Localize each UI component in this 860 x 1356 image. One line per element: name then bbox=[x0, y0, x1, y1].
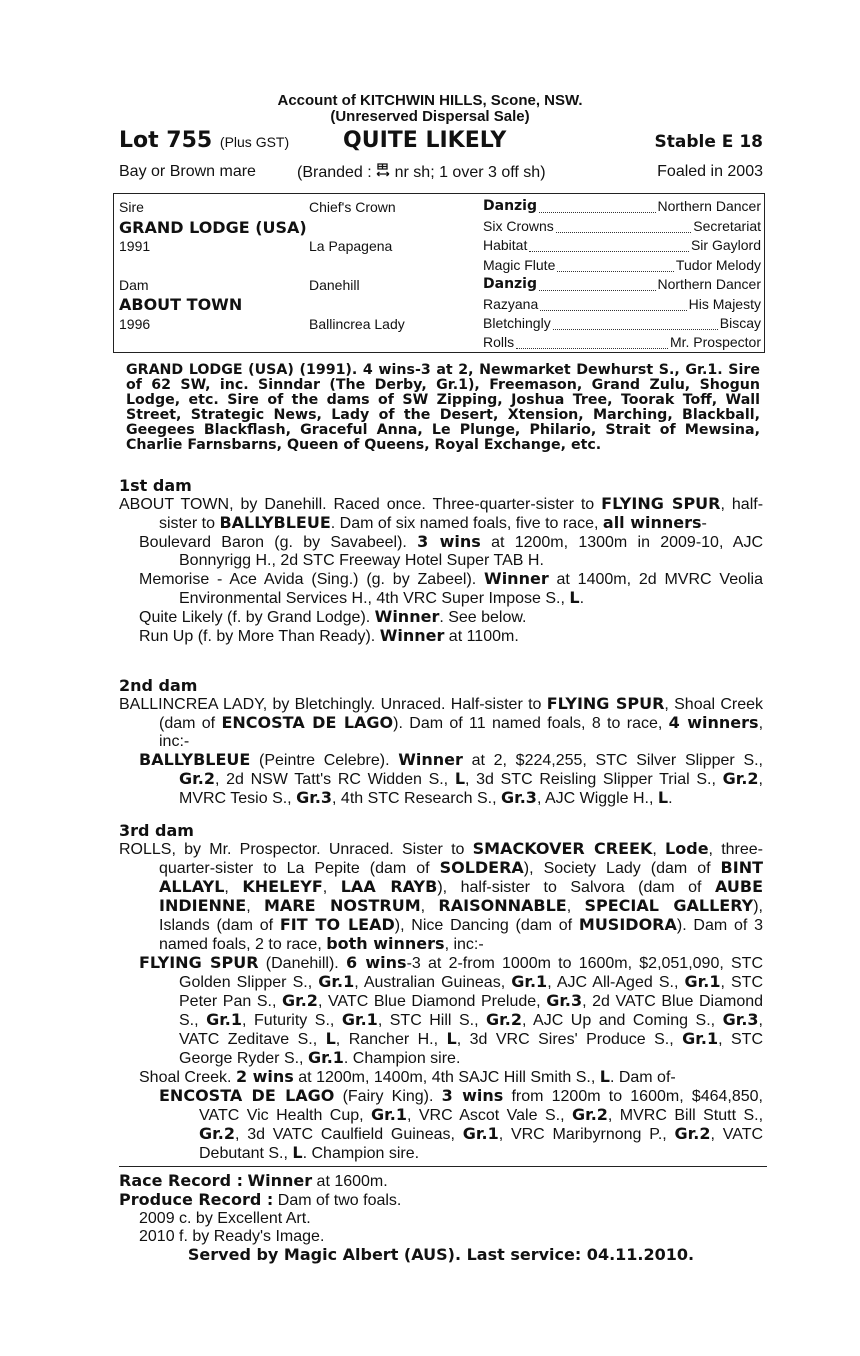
progeny-entry: BALLYBLEUE (Peintre Celebre). Winner at 2, $224,255, STC Silver Slipper S., Gr.2, 2d NSW Tatt's RC Widden S., L, 3d STC Reisling Slipper Trial S., Gr.2, MVRC Tesio S., Gr.3, 4th STC Research S., Gr.3, AJC Wiggle H., L. bbox=[139, 750, 763, 807]
pedigree-row bbox=[483, 218, 761, 237]
ancestor-left: Magic Flute bbox=[483, 257, 556, 273]
horse-name: QUITE LIKELY bbox=[343, 128, 507, 153]
third-dam-heading: 3rd dam bbox=[119, 821, 194, 840]
pedigree-table bbox=[113, 193, 765, 353]
second-dam-text: BALLINCREA LADY, by Bletchingly. Unraced. Half-sister to FLYING SPUR, Shoal Creek (dam of ENCOSTA DE LAGO). Dam of 11 named foals, 8 to race, 4 winners, inc:- bbox=[119, 694, 764, 750]
ancestor-right: Northern Dancer bbox=[657, 198, 761, 214]
progeny-entry: Quite Likely (f. by Grand Lodge). Winner. See below. bbox=[139, 607, 527, 626]
lot-title-row bbox=[119, 128, 763, 158]
sire-name: GRAND LODGE (USA) bbox=[119, 218, 307, 237]
ancestor-left: Razyana bbox=[483, 296, 539, 312]
ancestor-left: Rolls bbox=[483, 334, 515, 350]
ancestor-left: Danzig bbox=[483, 198, 538, 214]
pedigree-row bbox=[483, 296, 761, 315]
pedigree-row bbox=[483, 276, 761, 295]
ancestor-left: Habitat bbox=[483, 237, 528, 253]
sale-type-line: (Unreserved Dispersal Sale) bbox=[330, 108, 530, 125]
third-dam-text: ROLLS, by Mr. Prospector. Unraced. Sister to SMACKOVER CREEK, Lode, three-quarter-sister to La Pepite (dam of SOLDERA), Society Lady (dam of BINT ALLAYL, KHELEYF, LAA RAYB), half-sister to Salvora (dam of AUBE INDIENNE, MARE NOSTRUM, RAISONNABLE, SPECIAL GALLERY), Islands (dam of FIT TO LEAD), Nice Dancing (dam of MUSIDORA). Dam of 3 named foals, 2 to race, both winners, inc:- bbox=[119, 839, 764, 953]
sire-summary: GRAND LODGE (USA) (1991). 4 wins-3 at 2, Newmarket Dewhurst S., Gr.1. Sire of 62 SW, inc. Sinndar (The Derby, Gr.1), Freemason, Grand Zulu, Shogun Lodge, etc. Sire of the dams of SW Zipping, Joshua Tree, Toorak Toff, Wall Street, Strategic News, Lady of the Desert, Xtension, Marching, Blackball, Geegees Blackflash, Graceful Anna, Le Plunge, Philario, Strait of Mewsina, Charlie Farnsbarns, Queen of Queens, Royal Exchange, etc. bbox=[126, 362, 760, 453]
section-divider bbox=[119, 1166, 767, 1167]
dam-year: 1996 bbox=[119, 316, 151, 332]
horse-description-row bbox=[119, 163, 763, 187]
vendor-account-line: Account of KITCHWIN HILLS, Scone, NSW. bbox=[277, 92, 583, 109]
progeny-entry: Boulevard Baron (g. by Savabeel). 3 wins at 1200m, 1300m in 2009-10, AJC Bonnyrigg H., 2d STC Freeway Hotel Super TAB H. bbox=[139, 532, 764, 569]
first-dam-text: ABOUT TOWN, by Danehill. Raced once. Three-quarter-sister to FLYING SPUR, half-sister to BALLYBLEUE. Dam of six named foals, five to race, all winners- bbox=[119, 494, 764, 532]
ancestor-right: Sir Gaylord bbox=[690, 237, 761, 253]
foaled-year: Foaled in 2003 bbox=[657, 163, 763, 180]
records-section bbox=[119, 1172, 763, 1264]
dam-sire: Danehill bbox=[309, 277, 360, 293]
pedigree-row bbox=[483, 237, 761, 256]
stable-location: Stable E 18 bbox=[654, 132, 763, 152]
pedigree-row bbox=[483, 198, 761, 217]
second-dam-heading: 2nd dam bbox=[119, 676, 198, 695]
progeny-entry: Run Up (f. by More Than Ready). Winner at 1100m. bbox=[139, 626, 519, 645]
dam-dam: Ballincrea Lady bbox=[309, 316, 405, 332]
dam-name: ABOUT TOWN bbox=[119, 295, 243, 314]
plus-gst-note: (Plus GST) bbox=[219, 134, 290, 150]
ancestor-left: Bletchingly bbox=[483, 315, 551, 331]
ancestor-right: Mr. Prospector bbox=[669, 334, 761, 350]
second-dam-section bbox=[119, 677, 763, 808]
brand-prefix: (Branded : bbox=[297, 164, 372, 181]
ancestor-right: Tudor Melody bbox=[675, 257, 761, 273]
sire-label: Sire bbox=[119, 199, 144, 215]
colour-sex: Bay or Brown mare bbox=[119, 163, 256, 180]
pedigree-row bbox=[483, 334, 761, 353]
pedigree-row bbox=[483, 257, 761, 276]
sire-sire: Chief's Crown bbox=[309, 199, 396, 215]
race-record: Race Record : Winner at 1600m. bbox=[119, 1171, 388, 1190]
progeny-entry: Memorise - Ace Avida (Sing.) (g. by Zabeel). Winner at 1400m, 2d MVRC Veolia Environmental Services H., 4th VRC Super Impose S., L. bbox=[139, 569, 764, 607]
brand-description bbox=[297, 163, 546, 182]
pedigree-row bbox=[483, 315, 761, 334]
ancestor-left: Six Crowns bbox=[483, 218, 554, 234]
ancestor-right: His Majesty bbox=[688, 296, 761, 312]
sire-year: 1991 bbox=[119, 238, 151, 254]
foal-entry: 2009 c. by Excellent Art. bbox=[139, 1210, 311, 1227]
lot-label: Lot 755 bbox=[119, 128, 213, 153]
ancestor-right: Northern Dancer bbox=[657, 276, 761, 292]
lot-number bbox=[119, 128, 289, 153]
sire-dam: La Papagena bbox=[309, 238, 393, 254]
progeny-entry: Shoal Creek. 2 wins at 1200m, 1400m, 4th SAJC Hill Smith S., L. Dam of- bbox=[139, 1067, 676, 1086]
first-dam-section bbox=[119, 477, 763, 646]
ancestor-left: Danzig bbox=[483, 276, 538, 292]
brand-mark-icon bbox=[376, 163, 390, 179]
progeny-entry: ENCOSTA DE LAGO (Fairy King). 3 wins from 1200m to 1600m, $464,850, VATC Vic Health Cup, Gr.1, VRC Ascot Vale S., Gr.2, MVRC Bill Stutt S., Gr.2, 3d VATC Caulfield Guineas, Gr.1, VRC Maribyrnong P., Gr.2, VATC Debutant S., L. Champion sire. bbox=[159, 1086, 764, 1162]
first-dam-heading: 1st dam bbox=[119, 476, 192, 495]
foal-entry: 2010 f. by Ready's Image. bbox=[139, 1228, 325, 1245]
produce-record: Produce Record : Dam of two foals. bbox=[119, 1190, 402, 1209]
brand-suffix: nr sh; 1 over 3 off sh) bbox=[394, 164, 546, 181]
service-record: Served by Magic Albert (AUS). Last service: 04.11.2010. bbox=[187, 1245, 695, 1264]
ancestor-right: Biscay bbox=[719, 315, 761, 331]
dam-label: Dam bbox=[119, 277, 149, 293]
progeny-entry: FLYING SPUR (Danehill). 6 wins-3 at 2-from 1000m to 1600m, $2,051,090, STC Golden Slipper S., Gr.1, Australian Guineas, Gr.1, AJC All-Aged S., Gr.1, STC Peter Pan S., Gr.2, VATC Blue Diamond Prelude, Gr.3, 2d VATC Blue Diamond S., Gr.1, Futurity S., Gr.1, STC Hill S., Gr.2, AJC Up and Coming S., Gr.3, VATC Zeditave S., L, Rancher H., L, 3d VRC Sires' Produce S., Gr.1, STC George Ryder S., Gr.1. Champion sire. bbox=[139, 953, 764, 1067]
third-dam-section bbox=[119, 822, 763, 1163]
ancestor-right: Secretariat bbox=[693, 218, 761, 234]
